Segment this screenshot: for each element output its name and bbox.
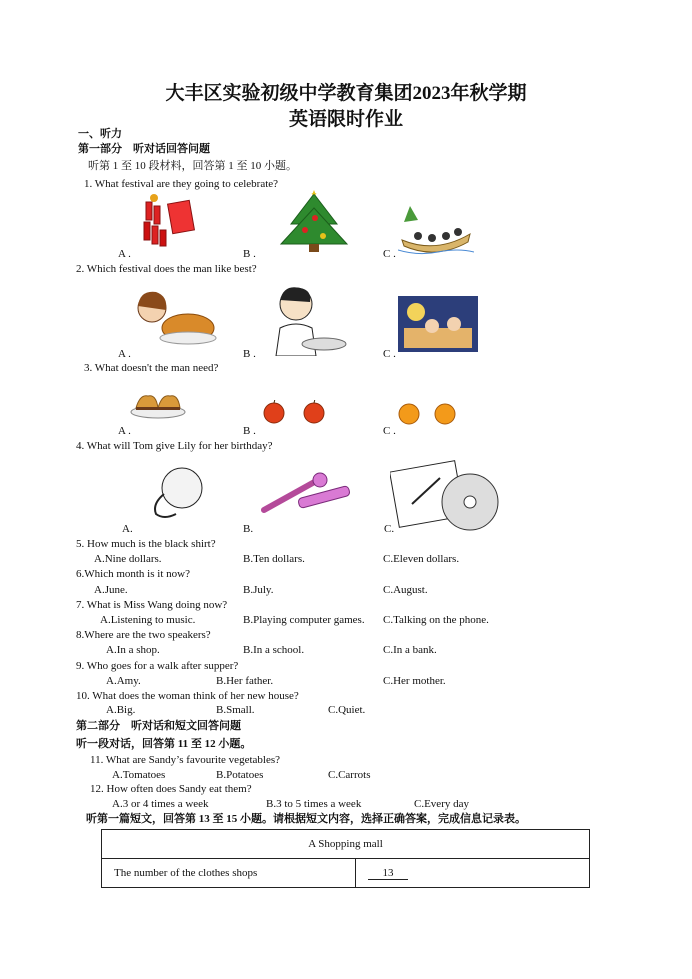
section-heading: 一、听力: [78, 128, 122, 140]
q8-option-c: C.In a bank.: [383, 644, 437, 656]
q6-option-c: C.August.: [383, 584, 428, 596]
question-6: 6.Which month is it now?: [76, 568, 190, 580]
q9-option-a: A.Amy.: [106, 675, 141, 687]
q4-option-a: A.: [122, 523, 133, 535]
girl-turkey-icon: [130, 288, 218, 348]
answer-blank-13[interactable]: 13: [368, 868, 408, 880]
table-header: A Shopping mall: [102, 830, 590, 859]
christmas-tree-icon: [275, 190, 353, 256]
info-record-table: [101, 829, 590, 888]
q5-option-a: A.Nine dollars.: [94, 553, 162, 565]
q7-option-a: A.Listening to music.: [100, 614, 196, 626]
q2-option-a: A .: [118, 348, 131, 360]
q11-option-c: C.Carrots: [328, 769, 371, 781]
q6-option-a: A.June.: [94, 584, 128, 596]
q10-option-a: A.Big.: [106, 704, 136, 716]
q3-option-b: B .: [243, 425, 256, 437]
q2-option-b: B .: [243, 348, 256, 360]
q5-option-c: C.Eleven dollars.: [383, 553, 460, 565]
dragon-boat-icon: [398, 200, 474, 258]
music-cd-icon: [390, 456, 506, 532]
q11-option-b: B.Potatoes: [216, 769, 264, 781]
q12-option-a: A.3 or 4 times a week: [112, 798, 209, 810]
question-5: 5. How much is the black shirt?: [76, 538, 216, 550]
q4-option-c: C.: [384, 523, 395, 535]
q4-option-b: B.: [243, 523, 254, 535]
part2-dialog-instruction: 听一段对话，回答第 11 至 12 小题。: [76, 738, 252, 750]
part2-heading: 第二部分 听对话和短文回答问题: [76, 720, 241, 732]
q5-option-b: B.Ten dollars.: [243, 553, 305, 565]
q11-option-a: A.Tomatoes: [112, 769, 166, 781]
question-10: 10. What does the woman think of her new house?: [76, 690, 299, 702]
firecracker-icon: [140, 192, 200, 254]
q1-option-a: A .: [118, 248, 131, 260]
question-7: 7. What is Miss Wang doing now?: [76, 599, 228, 611]
title-line-2: 英语限时作业: [288, 109, 403, 130]
apples-icon: [260, 400, 332, 424]
q3-option-a: A .: [118, 425, 131, 437]
mid-autumn-family-icon: [398, 296, 478, 352]
part1-heading: 第一部分 听对话回答问题: [78, 143, 210, 155]
q6-option-b: B.July.: [243, 584, 274, 596]
q12-option-c: C.Every day: [414, 798, 469, 810]
question-2: 2. Which festival does the man like best?: [76, 263, 257, 275]
question-11: 11. What are Sandy’s favourite vegetables?: [90, 754, 280, 766]
hamburger-icon: [130, 388, 186, 420]
q8-option-a: A.In a shop.: [106, 644, 160, 656]
question-9: 9. Who goes for a walk after supper?: [76, 660, 239, 672]
table-row-label: The number of the clothes shops: [102, 859, 356, 888]
question-3: 3. What doesn't the man need?: [84, 362, 219, 374]
oranges-icon: [396, 402, 460, 426]
ball-icon: [146, 464, 206, 524]
q7-option-c: C.Talking on the phone.: [383, 614, 489, 626]
q10-option-c: C.Quiet.: [328, 704, 366, 716]
q7-option-b: B.Playing computer games.: [243, 614, 365, 626]
part2-passage-instruction: 听第一篇短文，回答第 13 至 15 小题。请根据短文内容，选择正确答案，完成信息记录表。: [86, 813, 526, 825]
question-8: 8.Where are the two speakers?: [76, 629, 211, 641]
table-answer-cell: [356, 859, 590, 888]
q8-option-b: B.In a school.: [243, 644, 305, 656]
q2-option-c: C .: [383, 348, 396, 360]
q10-option-b: B.Small.: [216, 704, 255, 716]
title-line-1: 大丰区实验初级中学教育集团2023年秋学期: [165, 83, 527, 104]
question-12: 12. How often does Sandy eat them?: [90, 783, 252, 795]
question-4: 4. What will Tom give Lily for her birthday?: [76, 440, 273, 452]
man-eating-icon: [266, 282, 348, 356]
q12-option-b: B.3 to 5 times a week: [266, 798, 362, 810]
q1-option-b: B .: [243, 248, 256, 260]
part1-instruction: 听第 1 至 10 段材料，回答第 1 至 10 小题。: [88, 160, 297, 172]
q9-option-b: B.Her father.: [216, 675, 274, 687]
q9-option-c: C.Her mother.: [383, 675, 446, 687]
q3-option-c: C .: [383, 425, 396, 437]
question-1: 1. What festival are they going to celebrate?: [84, 178, 279, 190]
q1-option-c: C .: [383, 248, 396, 260]
hairpin-icon: [258, 470, 354, 516]
